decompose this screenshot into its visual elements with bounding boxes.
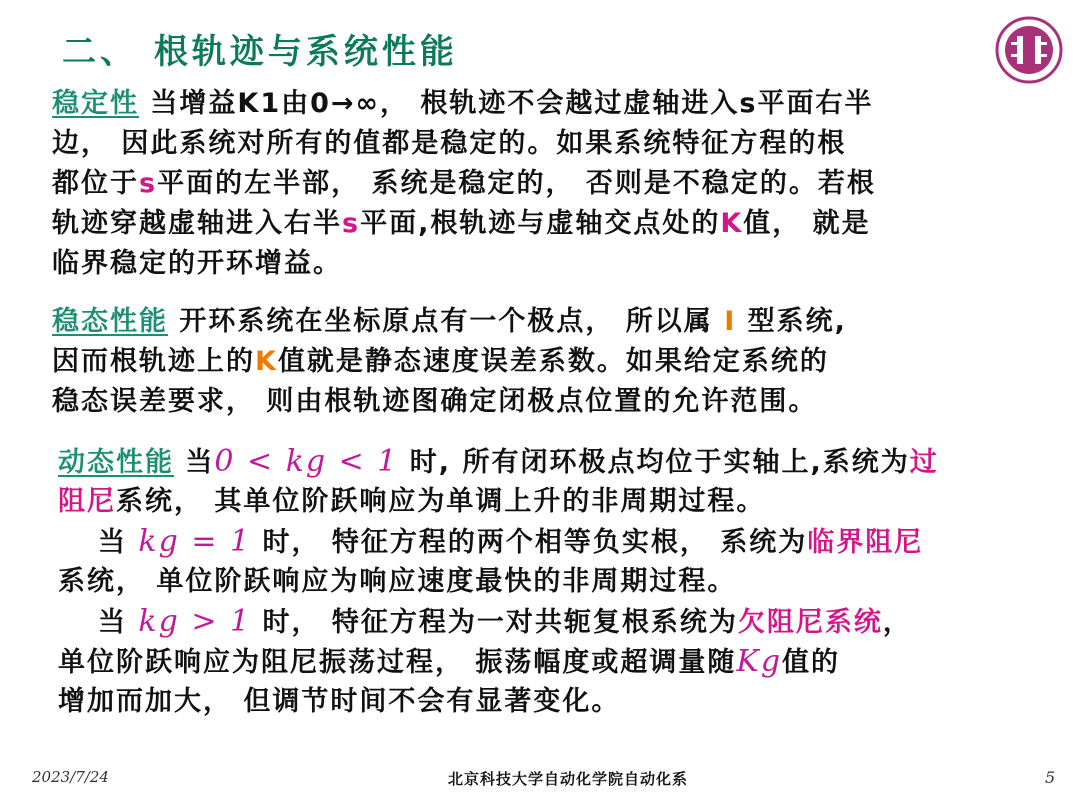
dynamic-section bbox=[58, 442, 1048, 722]
formula-kg-greater-1: kg > 1 bbox=[138, 604, 252, 639]
dynamic-line-2: 系统， 其单位阶跃响应为单调上升的非周期过程。 bbox=[116, 486, 766, 517]
k-symbol: K bbox=[255, 346, 278, 377]
stability-heading: 稳定性 bbox=[52, 88, 139, 119]
dynamic-line-4: 系统， 单位阶跃响应为响应速度最快的非周期过程。 bbox=[58, 566, 737, 597]
university-seal-icon bbox=[995, 16, 1063, 84]
dynamic-line-5-pre: 当 bbox=[98, 607, 139, 638]
dynamic-line-6a: 单位阶跃响应为阻尼振荡过程， 振荡幅度或超调量随 bbox=[58, 647, 737, 678]
s-plane-symbol: s bbox=[139, 168, 158, 199]
steady-line-2a: 因而根轨迹上的 bbox=[52, 346, 255, 377]
dynamic-line-3-mid: 时， 特征方程的两个相等负实根， 系统为 bbox=[251, 527, 808, 558]
stability-line-4a: 轨迹穿越虚轴进入右半 bbox=[52, 208, 342, 239]
stability-line-2: 边， 因此系统对所有的值都是稳定的。如果系统特征方程的根 bbox=[52, 128, 847, 159]
stability-line-4c: 值， 就是 bbox=[743, 208, 871, 239]
stability-line-5: 临界稳定的开环增益。 bbox=[52, 248, 342, 279]
s-plane-symbol: s bbox=[342, 208, 361, 239]
steady-state-heading: 稳态性能 bbox=[52, 306, 168, 337]
formula-kg-between-0-1: 0 < kg < 1 bbox=[214, 444, 399, 479]
overdamped-label-part1: 过 bbox=[909, 447, 939, 478]
steady-line-3: 稳态误差要求， 则由根轨迹图确定闭极点位置的允许范围。 bbox=[52, 386, 818, 417]
stability-line-3a: 都位于 bbox=[52, 168, 139, 199]
footer-organization: 北京科技大学自动化学院自动化系 bbox=[448, 770, 689, 788]
page-number: 5 bbox=[1045, 768, 1056, 787]
steady-state-section bbox=[52, 302, 1042, 422]
overdamped-label-part2: 阻尼 bbox=[58, 486, 116, 517]
dynamic-line-5-mid: 时， 特征方程为一对共轭复根系统为 bbox=[251, 607, 738, 638]
steady-line-1a: 开环系统在坐标原点有一个极点， 所以属 bbox=[168, 306, 725, 337]
dynamic-line-1-mid: 时, 所有闭环极点均位于实轴上,系统为 bbox=[398, 447, 910, 478]
dynamic-line-3-pre: 当 bbox=[98, 527, 139, 558]
formula-kg-symbol: Kg bbox=[736, 644, 783, 679]
k-symbol: K bbox=[720, 208, 744, 239]
formula-kg-equals-1: kg = 1 bbox=[138, 524, 252, 559]
type-one-symbol: I bbox=[724, 306, 737, 337]
stability-line-1: 当增益K1由0→∞， 根轨迹不会越过虚轴进入s平面右半 bbox=[139, 88, 874, 119]
stability-section bbox=[52, 84, 1042, 284]
steady-line-2b: 值就是静态速度误差系数。如果给定系统的 bbox=[277, 346, 829, 377]
critically-damped-label: 临界阻尼 bbox=[807, 527, 924, 558]
dynamic-line-6b: 值的 bbox=[782, 647, 841, 678]
dynamic-heading: 动态性能 bbox=[58, 447, 174, 478]
dynamic-line-5-end: ， bbox=[882, 607, 912, 638]
dynamic-line-1-pre: 当 bbox=[174, 447, 215, 478]
underdamped-label: 欠阻尼系统 bbox=[737, 607, 883, 638]
stability-line-3b: 平面的左半部， 系统是稳定的， 否则是不稳定的。若根 bbox=[157, 168, 876, 199]
footer-date: 2023/7/24 bbox=[32, 768, 109, 786]
stability-line-4b: 平面,根轨迹与虚轴交点处的 bbox=[360, 208, 721, 239]
steady-line-1b: 型系统, bbox=[736, 306, 847, 337]
slide-title: 二、 根轨迹与系统性能 bbox=[62, 32, 458, 72]
dynamic-line-7: 增加而加大， 但调节时间不会有显著变化。 bbox=[58, 686, 621, 717]
